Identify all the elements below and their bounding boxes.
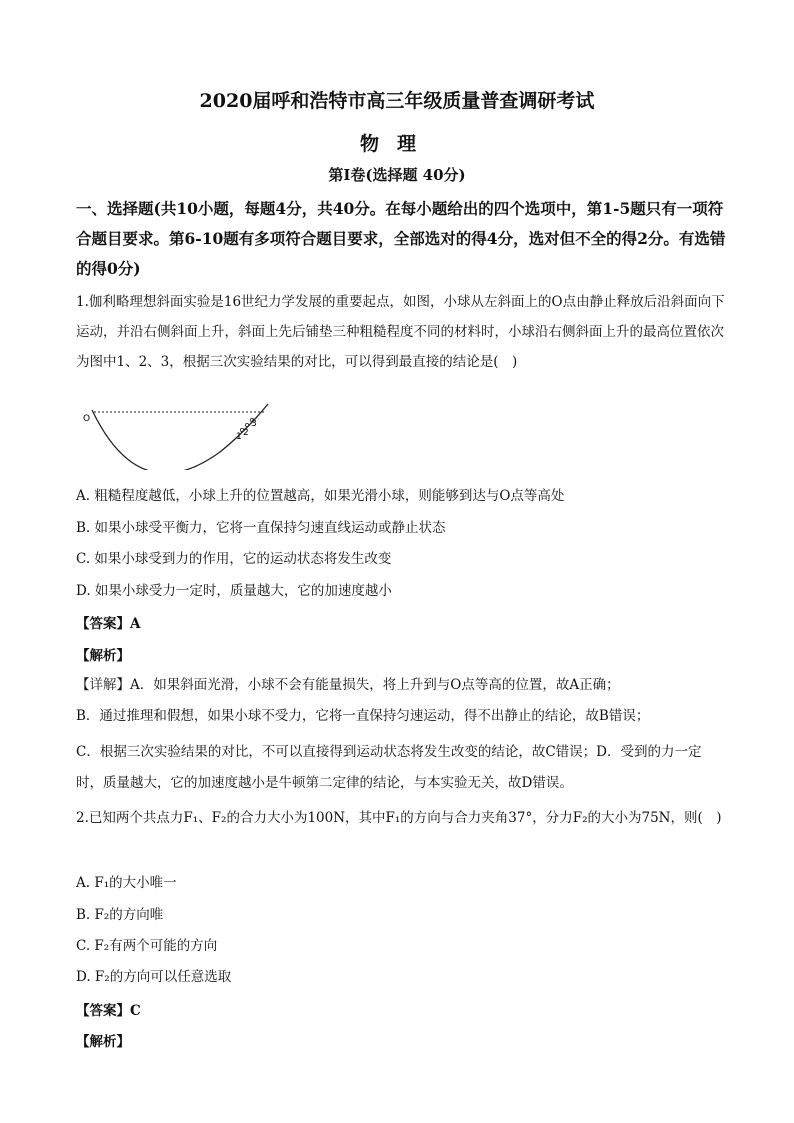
- part-title: 第I卷(选择题 40分): [328, 166, 466, 184]
- question-2-answer: 【答案】C: [76, 1003, 141, 1019]
- question-1-answer: 【答案】A: [76, 616, 141, 632]
- question-2-option-d: D. F₂的方向可以任意选取: [76, 969, 232, 985]
- question-1-detail-b: B．通过推理和假想，如果小球不受力，它将一直保持匀速运动，得不出静止的结论，故B错误；: [76, 708, 650, 724]
- incline-diagram: [80, 390, 280, 470]
- position-2-label: 2: [243, 428, 249, 438]
- question-2-option-c: C. F₂有两个可能的方向: [76, 938, 218, 954]
- question-1-stem: 1.伽利略理想斜面实验是16世纪力学发展的重要起点，如图，小球从左斜面上的O点由静止释放后沿斜面向下运动，并沿右侧斜面上升，斜面上先后铺垫三种粗糙程度不同的材料时，小球沿右侧斜面上升的最高位置依次为图中1、2、3，根据三次实验结果的对比，可以得到最直接的结论是( ): [76, 294, 725, 370]
- question-1-detail-cd: C．根据三次实验结果的对比，不可以直接得到运动状态将发生改变的结论，故C错误；D．受到的力一定时，质量越大，它的加速度越小是牛顿第二定律的结论，与本实验无关，故D错误。: [76, 744, 702, 791]
- incline-figure: [80, 390, 280, 474]
- position-1-label: 1: [236, 432, 242, 442]
- section-instructions: 一、选择题(共10小题，每题4分，共40分。在每小题给出的四个选项中，第1-5题只有一项符合题目要求。第6-10题有多项符合题目要求，全部选对的得4分，选对但不全的得2分。有选错的得0分): [76, 199, 726, 278]
- question-1-detail-a: 【详解】A．如果斜面光滑，小球不会有能量损失，将上升到与O点等高的位置，故A正确；: [76, 677, 620, 693]
- position-3-label: 3: [251, 419, 257, 429]
- question-1-option-b: B. 如果小球受平衡力，它将一直保持匀速直线运动或静止状态: [76, 520, 446, 536]
- position-2-marker: [245, 423, 248, 426]
- question-1-option-d: D. 如果小球受力一定时，质量越大，它的加速度越小: [76, 583, 392, 599]
- subject-title: 物理: [359, 133, 434, 155]
- question-2-analysis-tag: 【解析】: [76, 1034, 130, 1050]
- question-1-option-a: A. 粗糙程度越低，小球上升的位置越高，如果光滑小球，则能够到达与O点等高处: [76, 488, 565, 504]
- exam-title: 2020届呼和浩特市高三年级质量普查调研考试: [199, 90, 595, 112]
- question-2-option-a: A. F₁的大小唯一: [76, 875, 177, 891]
- question-2-option-b: B. F₂的方向唯: [76, 907, 164, 923]
- question-2-stem: 2.已知两个共点力F₁、F₂的合力大小为100N，其中F₁的方向与合力夹角37°，分力F₂的大小为75N，则( ): [76, 810, 722, 826]
- question-1-option-c: C. 如果小球受到力的作用，它的运动状态将发生改变: [76, 551, 392, 567]
- question-1-analysis-tag: 【解析】: [76, 648, 130, 664]
- point-o-label: O: [83, 414, 91, 424]
